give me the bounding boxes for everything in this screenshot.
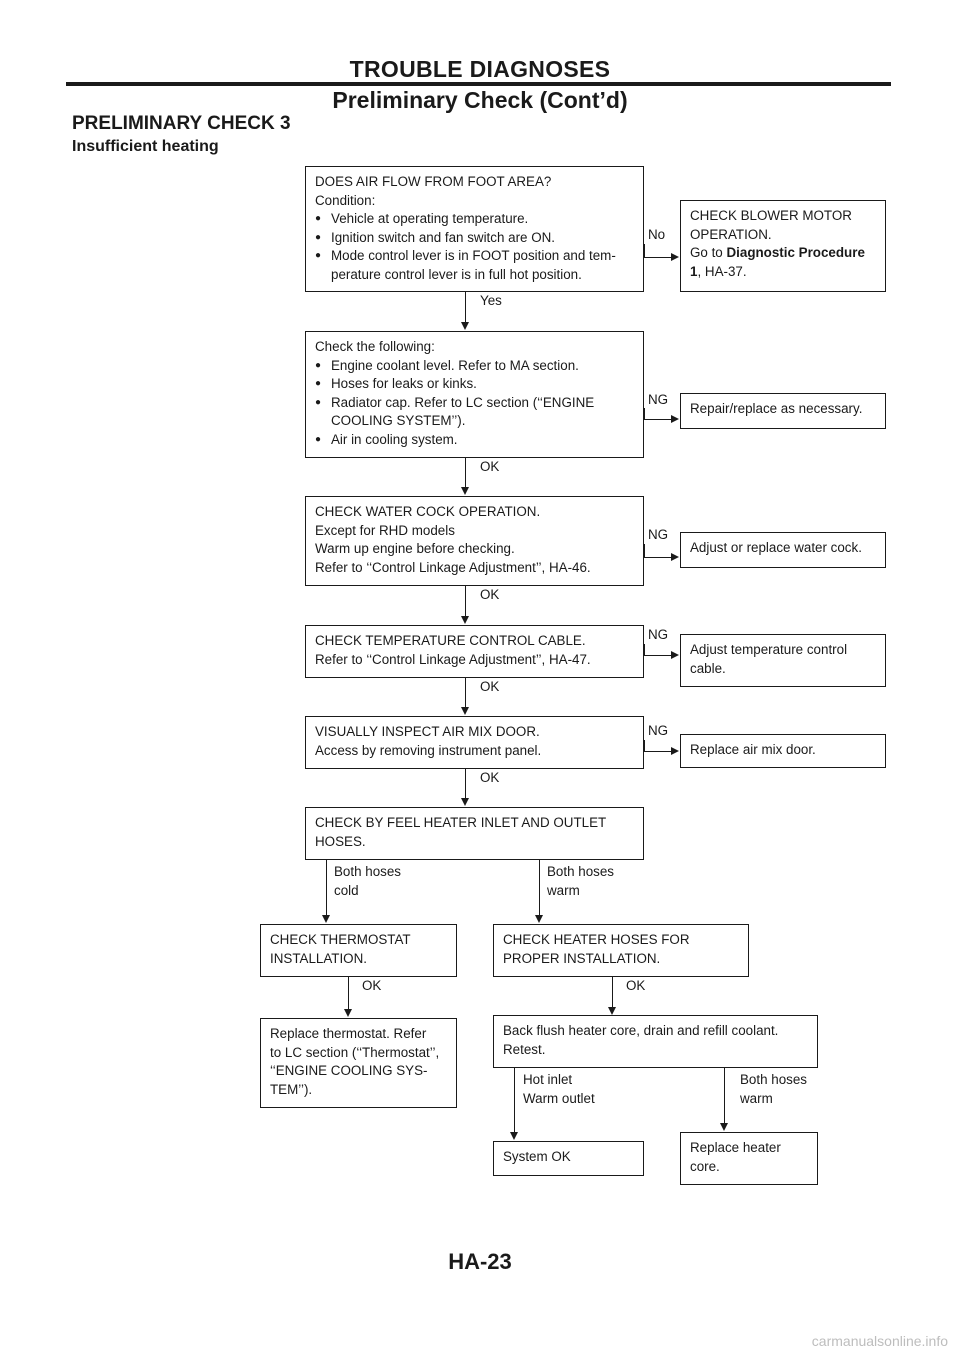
arrow-right-icon (671, 253, 679, 261)
connector-both-cold (326, 860, 327, 916)
adjust-cable-line-2: cable. (690, 660, 726, 676)
step-replace-core-box (680, 1132, 818, 1185)
air-flow-condition-2: ● Ignition switch and fan switch are ON. (315, 229, 634, 248)
air-mix-line-2: Access by removing instrument panel. (315, 742, 542, 758)
label-ng-1: NG (648, 392, 669, 407)
connector-ok-6 (612, 977, 613, 1008)
arrow-right-icon (671, 651, 679, 659)
adjust-cable-line-1: Adjust temperature control (690, 642, 848, 657)
check-following-title: Check the following: (315, 339, 435, 354)
check-following-item-3: ● Radiator cap. Refer to LC section (‘‘ENGINE (315, 394, 634, 413)
label-ok-1: OK (480, 459, 500, 474)
step-blower-box (680, 200, 886, 292)
feel-hoses-line-1: CHECK BY FEEL HEATER INLET AND OUTLET (315, 815, 607, 830)
air-flow-condition-label: Condition: (315, 192, 376, 208)
water-cock-line-2: Except for RHD models (315, 522, 455, 538)
connector-yes (465, 292, 466, 323)
arrow-down-icon (461, 322, 469, 330)
arrow-down-icon (322, 915, 330, 923)
replace-door-text: Replace air mix door. (690, 742, 816, 757)
blower-procedure-link: Diagnostic Procedure (726, 245, 865, 260)
check-following-item-1: ● Engine coolant level. Refer to MA section. (315, 357, 634, 376)
arrow-right-icon (671, 747, 679, 755)
heater-hoses-line-2: PROPER INSTALLATION. (503, 950, 661, 966)
feel-hoses-line-2: HOSES. (315, 833, 366, 849)
label-ok-6: OK (626, 978, 646, 993)
step-adjust-cable-box (680, 634, 886, 687)
step-heater-hoses-box (493, 924, 749, 977)
label-both-warm-2: warm (547, 882, 580, 898)
arrow-down-icon (720, 1123, 728, 1131)
connector-ng-2-v (644, 544, 645, 558)
arrow-down-icon (344, 1009, 352, 1017)
step-air-flow-box (305, 166, 644, 292)
repair-text: Repair/replace as necessary. (690, 401, 863, 416)
step-air-mix-box (305, 716, 644, 769)
label-ok-5: OK (362, 978, 382, 993)
connector-ok-4 (465, 769, 466, 799)
blower-line-2: OPERATION. (690, 226, 772, 242)
watermark: carmanualsonline.info (811, 1333, 948, 1349)
label-hot-inlet-2: Warm outlet (523, 1090, 595, 1106)
arrow-right-icon (671, 553, 679, 561)
section-title: PRELIMINARY CHECK 3 (72, 113, 291, 134)
connector-no-v (644, 244, 645, 258)
header-rule (66, 82, 891, 86)
replace-thermo-line-3: ‘‘ENGINE COOLING SYS- (270, 1063, 428, 1078)
label-both-cold (334, 863, 401, 900)
check-following-item-4: ● Air in cooling system. (315, 431, 634, 450)
adjust-cock-text: Adjust or replace water cock. (690, 540, 862, 555)
label-hot-inlet-1: Hot inlet (523, 1072, 573, 1087)
heater-hoses-line-1: CHECK HEATER HOSES FOR (503, 932, 690, 947)
water-cock-title: CHECK WATER COCK OPERATION. (315, 504, 541, 519)
label-ng-2: NG (648, 527, 669, 542)
blower-procedure-number: 1 (690, 263, 698, 279)
thermostat-line-1: CHECK THERMOSTAT (270, 932, 411, 947)
label-both-warm-1: Both hoses (547, 864, 614, 879)
label-ok-2: OK (480, 587, 500, 602)
header-subtitle: Preliminary Check (Cont’d) (332, 87, 628, 113)
connector-both-warm-2 (724, 1068, 725, 1124)
label-yes: Yes (480, 293, 502, 308)
replace-thermo-line-1: Replace thermostat. Refer (270, 1026, 427, 1041)
arrow-down-icon (461, 487, 469, 495)
label-both-cold-2: cold (334, 882, 359, 898)
system-ok-text: System OK (503, 1149, 571, 1164)
air-flow-question: DOES AIR FLOW FROM FOOT AREA? (315, 174, 552, 189)
step-thermostat-box (260, 924, 457, 977)
blower-page-ref: , HA-37. (697, 263, 747, 279)
check-following-item-3-cont: COOLING SYSTEM’’). (331, 413, 466, 428)
blower-goto: Go to (690, 245, 727, 260)
label-ok-4: OK (480, 770, 500, 785)
label-both-warm-b-2: warm (740, 1090, 773, 1106)
water-cock-line-4: Refer to ‘‘Control Linkage Adjustment’’, HA-46. (315, 559, 591, 575)
section-subtitle: Insufficient heating (72, 138, 219, 155)
connector-hot-inlet (514, 1068, 515, 1133)
arrow-down-icon (461, 707, 469, 715)
step-check-following-box (305, 331, 644, 458)
replace-thermo-line-4: TEM’’). (270, 1081, 313, 1097)
step-feel-hoses-box (305, 807, 644, 860)
back-flush-line-2: Retest. (503, 1041, 546, 1057)
label-ng-4: NG (648, 723, 669, 738)
temp-cable-title: CHECK TEMPERATURE CONTROL CABLE. (315, 633, 586, 648)
air-flow-condition-3-cont: perature control lever is in full hot position. (331, 266, 582, 282)
air-mix-title: VISUALLY INSPECT AIR MIX DOOR. (315, 724, 540, 739)
label-no: No (648, 227, 666, 242)
arrow-down-icon (461, 616, 469, 624)
header-title: TROUBLE DIAGNOSES (349, 56, 611, 82)
connector-ok-1 (465, 458, 466, 488)
step-water-cock-box (305, 496, 644, 586)
step-temp-cable-box (305, 625, 644, 678)
arrow-down-icon (608, 1007, 616, 1015)
connector-ng-2-h (644, 557, 672, 558)
arrow-down-icon (510, 1132, 518, 1140)
arrow-right-icon (671, 415, 679, 423)
arrow-down-icon (461, 798, 469, 806)
step-system-ok-box (493, 1141, 644, 1176)
label-both-cold-1: Both hoses (334, 864, 401, 879)
connector-both-warm (539, 860, 540, 916)
label-ng-3: NG (648, 627, 669, 642)
connector-ok-3 (465, 678, 466, 708)
step-replace-thermostat-box (260, 1018, 457, 1108)
replace-thermo-line-2: to LC section (‘‘Thermostat’’, (270, 1044, 440, 1060)
thermostat-line-2: INSTALLATION. (270, 950, 367, 966)
check-following-item-2: ● Hoses for leaks or kinks. (315, 375, 634, 394)
step-replace-door-box (680, 734, 886, 768)
label-ok-3: OK (480, 679, 500, 694)
temp-cable-line-2: Refer to ‘‘Control Linkage Adjustment’’, HA-47. (315, 651, 591, 667)
label-both-warm-b (740, 1071, 807, 1108)
page-number: HA-23 (448, 1249, 512, 1274)
water-cock-line-3: Warm up engine before checking. (315, 541, 515, 556)
connector-ng-3-h (644, 655, 672, 656)
connector-ok-2 (465, 586, 466, 617)
replace-core-line-2: core. (690, 1158, 720, 1174)
connector-ng-1-h (644, 419, 672, 420)
step-back-flush-box (493, 1015, 818, 1068)
step-repair-box (680, 393, 886, 429)
label-hot-inlet (523, 1071, 595, 1108)
connector-no-h (644, 257, 672, 258)
air-flow-condition-1: ● Vehicle at operating temperature. (315, 210, 634, 229)
label-both-warm (547, 863, 614, 900)
replace-core-line-1: Replace heater (690, 1140, 781, 1155)
blower-line-1: CHECK BLOWER MOTOR (690, 208, 852, 223)
step-adjust-cock-box (680, 532, 886, 568)
back-flush-line-1: Back flush heater core, drain and refill coolant. (503, 1023, 779, 1038)
arrow-down-icon (535, 915, 543, 923)
connector-ok-5 (348, 977, 349, 1010)
label-both-warm-b-1: Both hoses (740, 1072, 807, 1087)
air-flow-condition-3: ● Mode control lever is in FOOT position and tem- (315, 247, 634, 266)
connector-ng-4-h (644, 751, 672, 752)
